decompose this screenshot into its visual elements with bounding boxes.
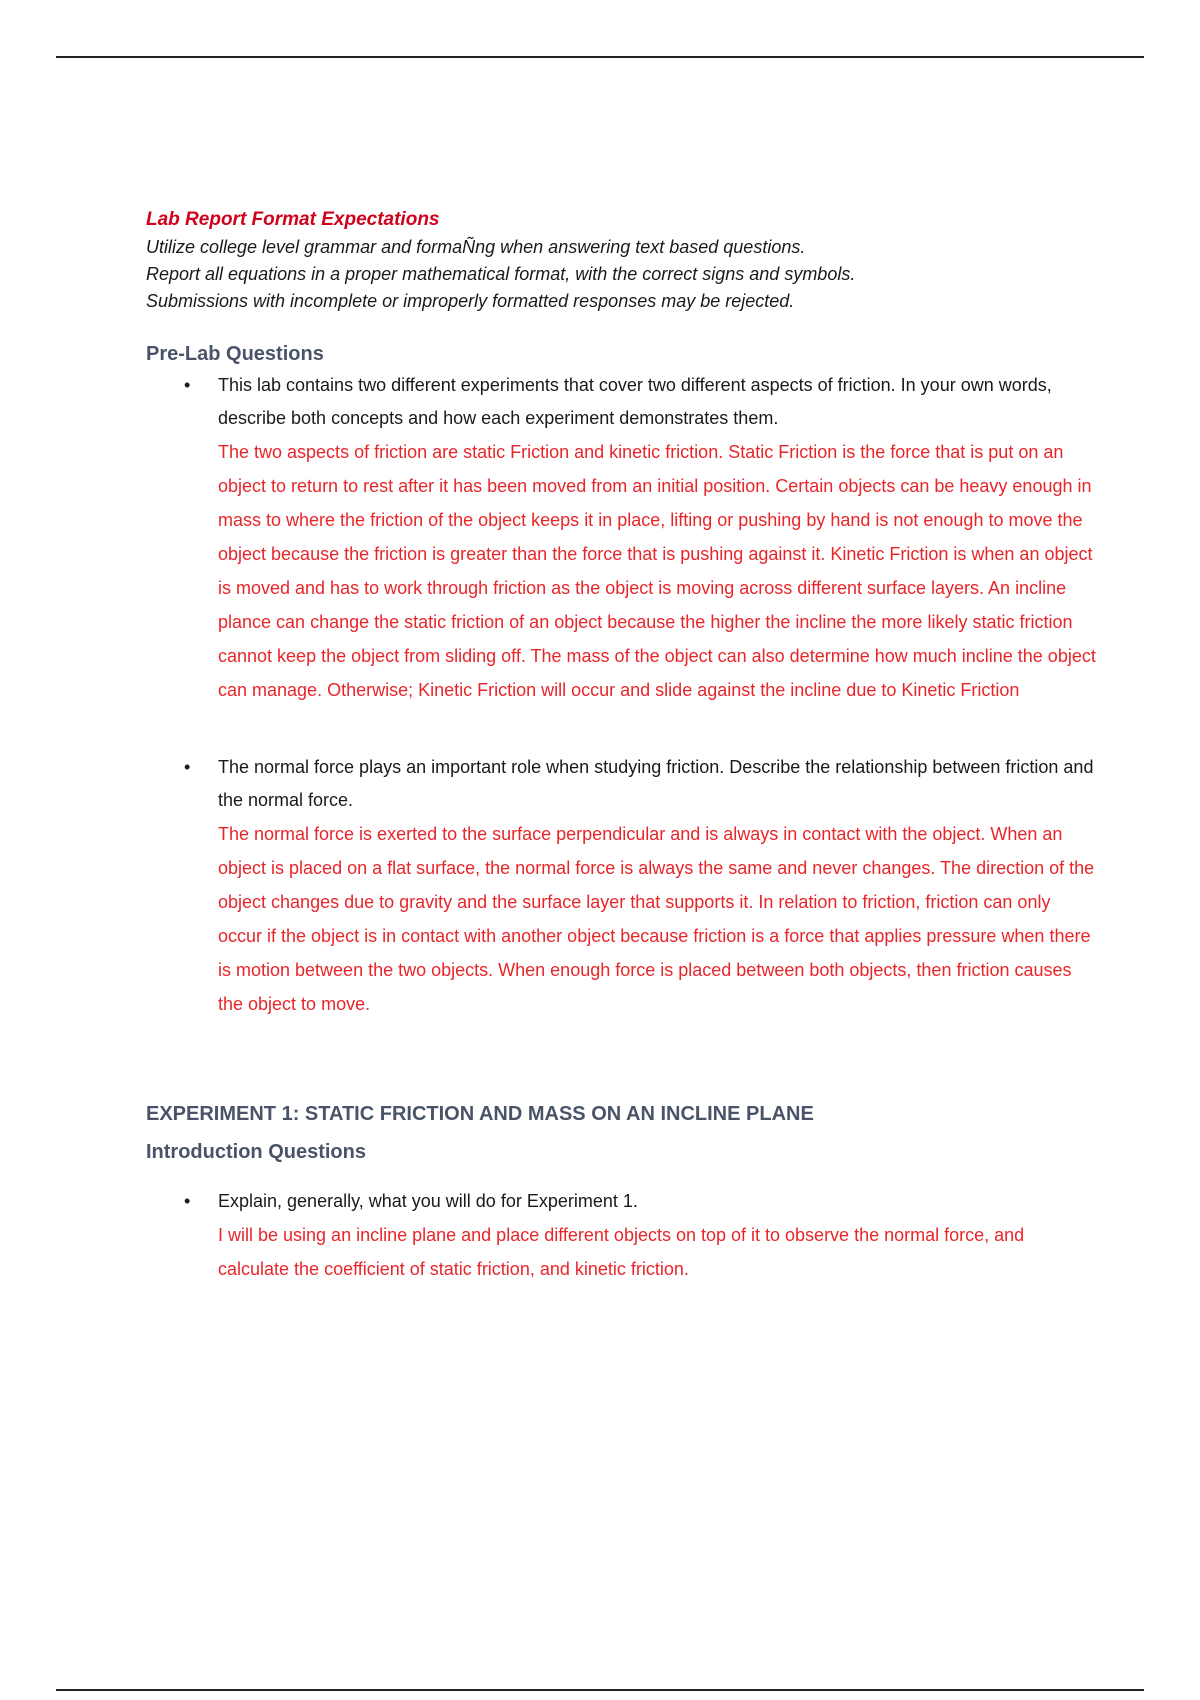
question-text: Explain, generally, what you will do for Experiment 1. xyxy=(218,1191,638,1211)
document-body xyxy=(146,206,1096,1286)
bullet-icon: • xyxy=(184,757,191,777)
introduction-question-list xyxy=(146,1185,1096,1286)
answer-text: I will be using an incline plane and place different objects on top of it to observe the normal force, and calculate the coefficient of static friction, and kinetic friction. xyxy=(218,1225,1025,1279)
introduction-question-item xyxy=(146,1185,1096,1286)
format-expectations-title: Lab Report Format Expectations xyxy=(146,209,440,230)
format-expectation-line: Report all equations in a proper mathematical format, with the correct signs and symbols. xyxy=(146,264,856,284)
prelab-heading: Pre-Lab Questions xyxy=(146,343,324,365)
page-top-rule xyxy=(56,56,1144,58)
page-bottom-rule xyxy=(56,1689,1144,1691)
prelab-question-list xyxy=(146,369,1096,1021)
question-text: The normal force plays an important role when studying friction. Describe the relationship between friction and the normal force. xyxy=(218,757,1094,810)
experiment-1-heading: EXPERIMENT 1: STATIC FRICTION AND MASS ON AN INCLINE PLANE xyxy=(146,1103,814,1125)
format-expectation-line: Utilize college level grammar and formaÑng when answering text based questions. xyxy=(146,237,806,257)
format-expectation-line: Submissions with incomplete or improperly formatted responses may be rejected. xyxy=(146,291,795,311)
bullet-icon: • xyxy=(184,1191,191,1211)
bullet-icon: • xyxy=(184,375,191,395)
prelab-question-item xyxy=(146,751,1096,1021)
answer-text: The normal force is exerted to the surface perpendicular and is always in contact with the object. When an object is placed on a flat surface, the normal force is always the same and never changes. The direction of the object changes due to gravity and the surface layer that supports it. In relation to friction, friction can only occur if the object is in contact with another object because friction is a force that applies pressure when there is motion between the two objects. When enough force is placed between both objects, then friction causes the object to move. xyxy=(218,824,1095,1014)
question-text: This lab contains two different experiments that cover two different aspects of friction. In your own words, describe both concepts and how each experiment demonstrates them. xyxy=(218,375,1052,428)
answer-text: The two aspects of friction are static Friction and kinetic friction. Static Friction is the force that is put on an object to return to rest after it has been moved from an initial position. Certain objects can be heavy enough in mass to where the friction of the object keeps it in place, lifting or pushing by hand is not enough to move the object because the friction is greater than the force that is pushing against it. Kinetic Friction is when an object is moved and has to work through friction as the object is moving across different surface layers. An incline plance can change the static friction of an object because the higher the incline the more likely static friction cannot keep the object from sliding off. The mass of the object can also determine how much incline the object can manage. Otherwise; Kinetic Friction will occur and slide against the incline due to Kinetic Friction xyxy=(218,442,1096,700)
introduction-questions-heading: Introduction Questions xyxy=(146,1141,366,1163)
prelab-question-item xyxy=(146,369,1096,707)
